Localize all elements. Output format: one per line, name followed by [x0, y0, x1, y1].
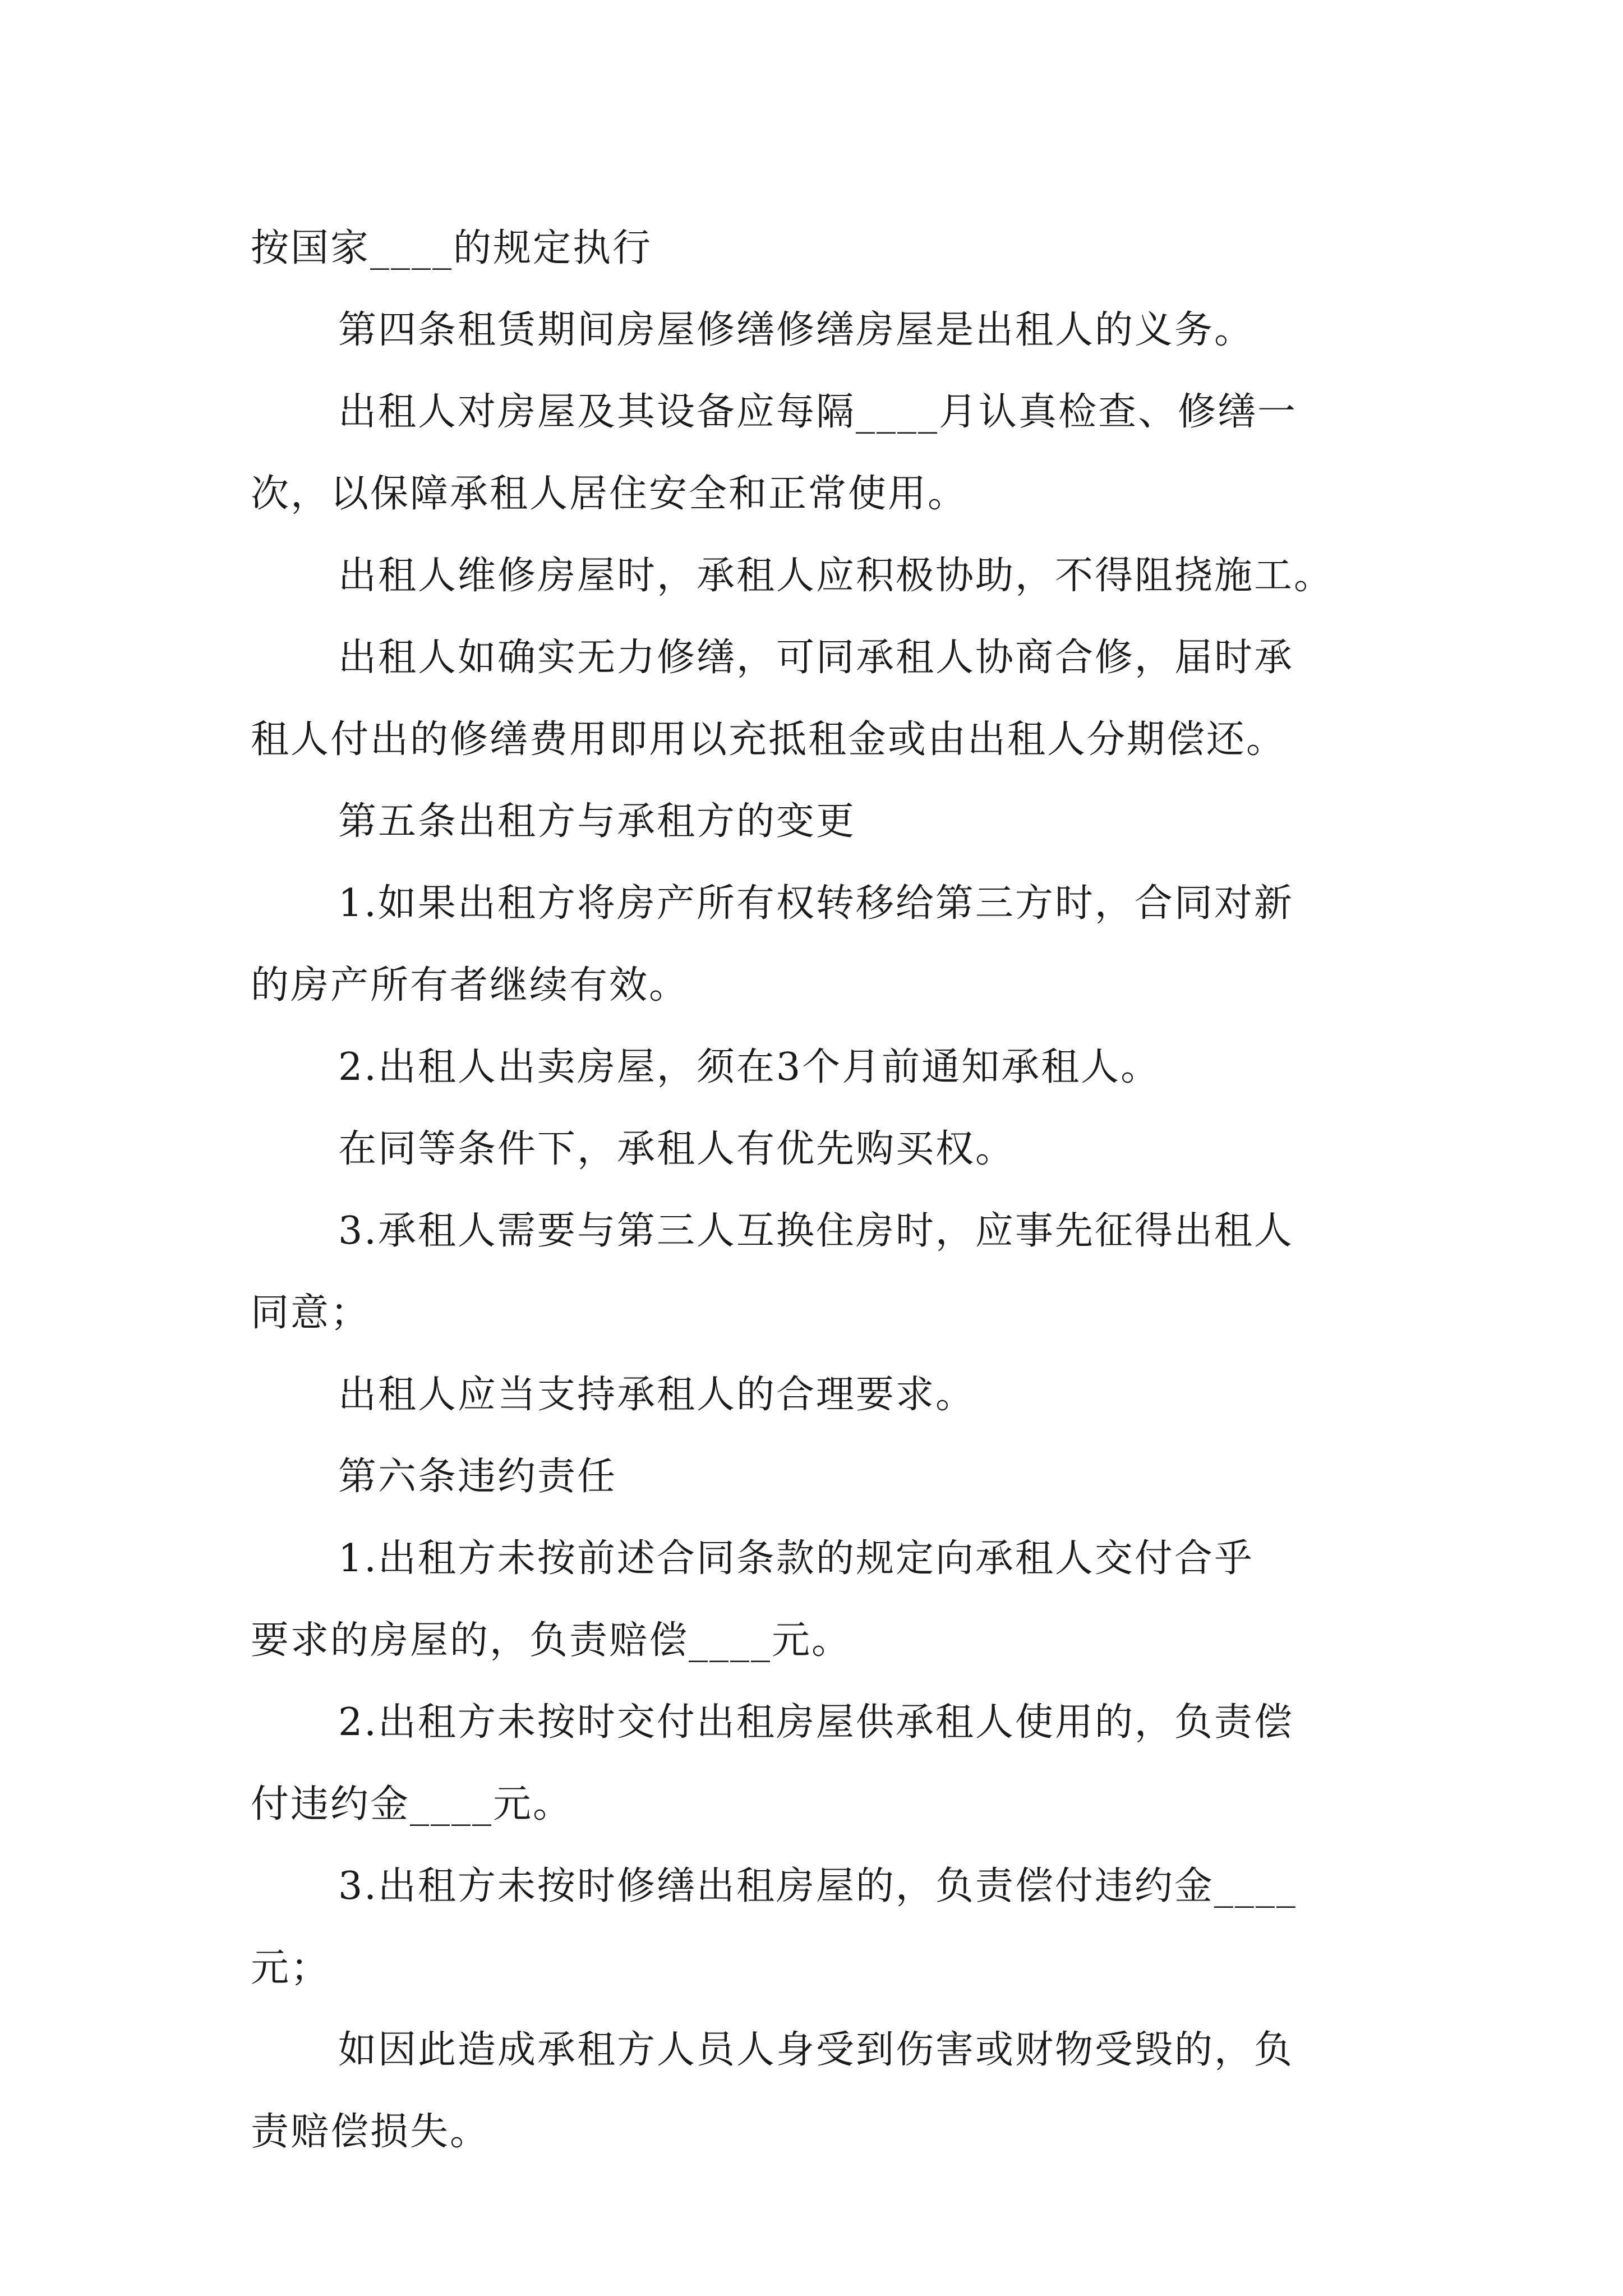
text-line: 责赔偿损失。	[251, 2110, 490, 2154]
text-line: 按国家____的规定执行	[251, 226, 653, 270]
text-line: 第六条违约责任	[338, 1455, 617, 1499]
text-line: 第四条租赁期间房屋修缮修缮房屋是出租人的义务。	[338, 308, 1255, 352]
text-line: 次，以保障承租人居住安全和正常使用。	[251, 472, 968, 516]
text-line: 出租人如确实无力修缮，可同承租人协商合修，届时承	[338, 636, 1294, 680]
text-line: 2.出租人出卖房屋，须在3个月前通知承租人。	[338, 1045, 1161, 1089]
text-line: 元；	[251, 1946, 331, 1990]
text-line: 出租人应当支持承租人的合理要求。	[338, 1373, 976, 1417]
text-line: 在同等条件下，承租人有优先购买权。	[338, 1127, 1016, 1171]
text-line: 的房产所有者继续有效。	[251, 963, 689, 1007]
text-line: 如因此造成承租方人员人身受到伤害或财物受毁的，负	[338, 2028, 1294, 2072]
text-line: 租人付出的修缮费用即用以充抵租金或由出租人分期偿还。	[251, 717, 1287, 762]
text-line: 3.承租人需要与第三人互换住房时，应事先征得出租人	[338, 1209, 1294, 1253]
text-line: 出租人维修房屋时，承租人应积极协助，不得阻挠施工。	[338, 554, 1334, 598]
text-line: 第五条出租方与承租方的变更	[338, 799, 856, 844]
text-line: 1.出租方未按前述合同条款的规定向承租人交付合乎	[338, 1536, 1254, 1581]
text-line: 付违约金____元。	[251, 1782, 573, 1826]
text-line: 要求的房屋的，负责赔偿____元。	[251, 1618, 852, 1663]
text-line: 出租人对房屋及其设备应每隔____月认真检查、修缮一	[338, 390, 1298, 434]
text-line: 1.如果出租方将房产所有权转移给第三方时，合同对新	[338, 881, 1294, 926]
text-line: 3.出租方未按时修缮出租房屋的，负责偿付违约金____	[338, 1864, 1297, 1908]
text-line: 同意；	[251, 1291, 371, 1335]
document-body	[251, 208, 1395, 2173]
text-line: 2.出租方未按时交付出租房屋供承租人使用的，负责偿	[338, 1700, 1294, 1745]
